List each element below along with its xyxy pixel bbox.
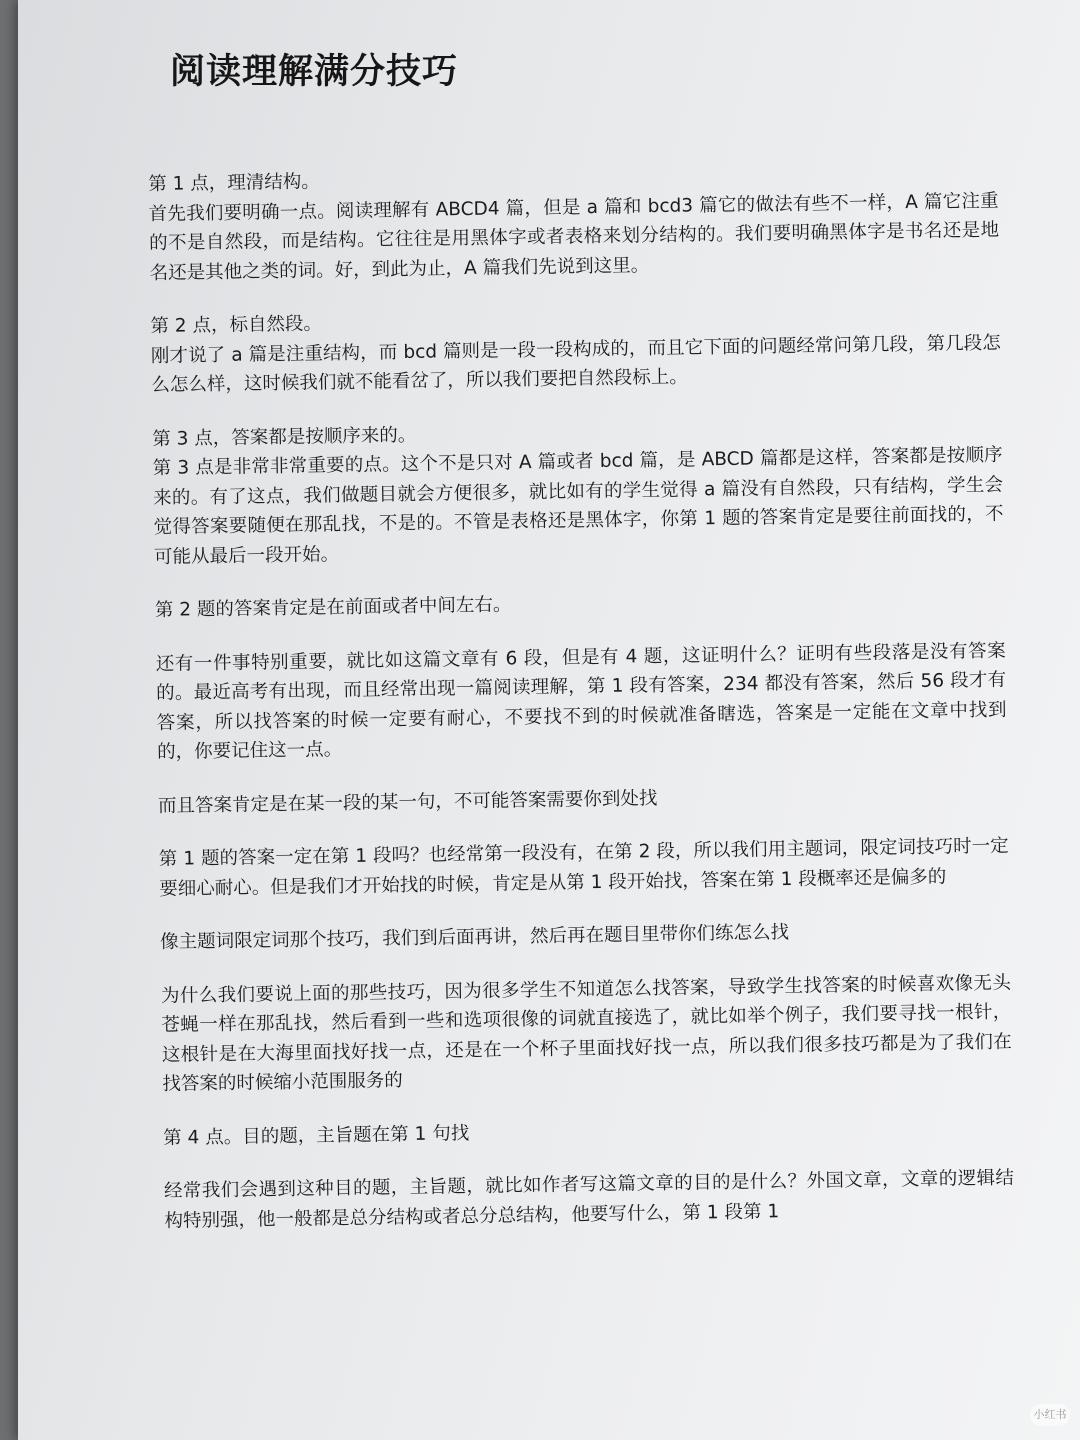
paragraph-why-techniques: 为什么我们要说上面的那些技巧，因为很多学生不知道怎么找答案，导致学生找答案的时候喜欢像无头苍蝇一样在那乱找，然后看到一些和选项很像的词就直接选了，就比如举个例子，我们要寻找一根针，这根针是在大海里面找好找一点，还是在一个杯子里面找好找一点，所以我们很多技巧都是为了我们在找答案的时候缩小范围服务的 bbox=[160, 972, 1012, 1095]
document-page bbox=[18, 0, 1080, 1440]
section-4-heading: 第 4 点。目的题，主旨题在第 1 句找 bbox=[163, 1122, 470, 1149]
paragraph-no-answer-sections: 还有一件事特别重要，就比如这篇文章有 6 段，但是有 4 题，这证明什么？证明有些段落是没有答案的。最近高考有出现，而且经常出现一篇阅读理解，第 1 段有答案，234 都没有答案，然后 56 段才有答案，所以找答案的时候一定要有耐心，不要找不到的时候就准备瞎选，答案是一定能在文章中找到的，你要记住这一点。 bbox=[155, 640, 1007, 763]
section-1-body: 首先我们要明确一点。阅读理解有 ABCD4 篇，但是 a 篇和 bcd3 篇它的做法有些不一样，A 篇它注重的不是自然段，而是结构。它往往是用黑体字或者表格来划分结构的。我们要明确黑体字是书名还是地名还是其他之类的词。好，到此为止，A 篇我们先说到这里。 bbox=[148, 190, 1000, 284]
watermark-logo: 小红书 bbox=[1030, 1404, 1070, 1426]
paragraph-keyword-technique: 像主题词限定词那个技巧，我们到后面再讲，然后再在题目里带你们练怎么找 bbox=[159, 922, 790, 953]
paragraph-q2-answer: 第 2 题的答案肯定是在前面或者中间左右。 bbox=[154, 594, 512, 621]
section-2-heading: 第 2 点，标自然段。 bbox=[150, 313, 323, 337]
section-3-heading: 第 3 点，答案都是按顺序来的。 bbox=[152, 424, 417, 450]
section-4-body: 经常我们会遇到这种目的题，主旨题，就比如作者写这篇文章的目的是什么？外国文章，文章的逻辑结构特别强，他一般都是总分结构或者总分总结构，他要写什么，第 1 段第 1 bbox=[163, 1167, 1015, 1232]
document-body bbox=[148, 157, 1015, 1260]
section-1-heading: 第 1 点，理清结构。 bbox=[148, 171, 320, 195]
paragraph-answer-in-one-sentence: 而且答案肯定是在某一段的某一句，不可能答案需要你到处找 bbox=[157, 787, 658, 817]
page-title: 阅读理解满分技巧 bbox=[170, 52, 459, 92]
section-3-body: 第 3 点是非常非常重要的点。这个不是只对 A 篇或者 bcd 篇，是 ABCD 篇都是这样，答案都是按顺序来的。有了这点，我们做题目就会方便很多，就比如有的学生觉得 a 篇没有自然段，只有结构，学生会觉得答案要随便在那乱找，不是的。不管是表格还是黑体字，你第 1 题的答案肯定是要往前面找的，不可能从最后一段开始。 bbox=[152, 444, 1004, 568]
section-2-body: 刚才说了 a 篇是注重结构，而 bcd 篇则是一段一段构成的，而且它下面的问题经常问第几段，第几段怎么怎么样，这时候我们就不能看岔了，所以我们要把自然段标上。 bbox=[150, 332, 1001, 396]
paragraph-q1-location: 第 1 题的答案一定在第 1 段吗？也经常第一段没有，在第 2 段，所以我们用主题词，限定词技巧时一定要细心耐心。但是我们才开始找的时候，肯定是从第 1 段开始找，答案在第 1 段概率还是偏多的 bbox=[158, 835, 1009, 900]
